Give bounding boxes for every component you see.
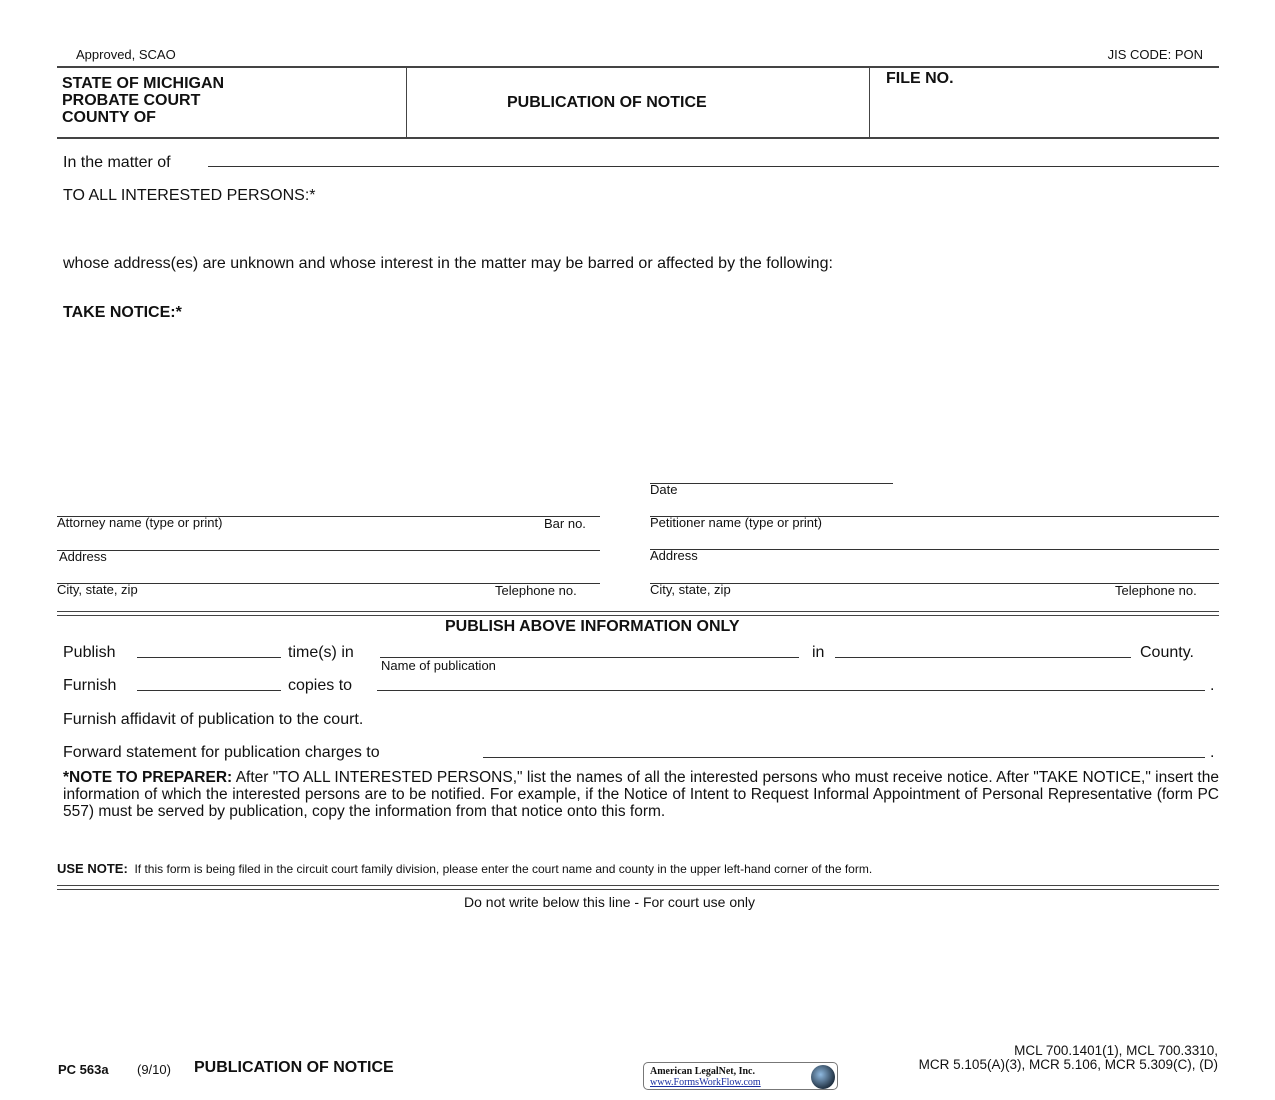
publish-times-field[interactable]	[137, 657, 281, 658]
header-bottom-rule	[57, 137, 1219, 139]
file-no-label: FILE NO.	[886, 70, 954, 87]
affidavit-text: Furnish affidavit of publication to the court.	[63, 711, 364, 728]
county-field[interactable]	[835, 657, 1131, 658]
petitioner-city-label: City, state, zip	[650, 582, 731, 597]
bar-no-label: Bar no.	[544, 516, 586, 531]
whose-text: whose address(es) are unknown and whose interest in the matter may be barred or affected by the following:	[63, 255, 833, 272]
court-name: STATE OF MICHIGAN PROBATE COURT COUNTY OF	[62, 75, 225, 126]
footer-title: PUBLICATION OF NOTICE	[194, 1059, 394, 1076]
use-note: USE NOTE: If this form is being filed in the circuit court family division, please enter the court name and county in the upper left-hand corner of the form.	[57, 861, 873, 876]
copies-to-label: copies to	[288, 677, 353, 694]
petitioner-phone-label: Telephone no.	[1115, 583, 1197, 598]
petitioner-address-field[interactable]	[650, 549, 1219, 550]
petitioner-name-label: Petitioner name (type or print)	[650, 515, 822, 530]
publish-heading: PUBLISH ABOVE INFORMATION ONLY	[445, 618, 740, 635]
attorney-city-label: City, state, zip	[57, 582, 138, 597]
petitioner-address-label: Address	[650, 548, 698, 563]
in-label: in	[812, 644, 825, 661]
county-label: County.	[1140, 644, 1194, 661]
header-top-rule	[57, 66, 1219, 68]
to-all-label: TO ALL INTERESTED PERSONS:*	[63, 187, 316, 204]
date-field[interactable]	[650, 483, 893, 484]
furnish-copies-field[interactable]	[137, 690, 281, 691]
period: .	[1210, 677, 1215, 694]
attorney-phone-label: Telephone no.	[495, 583, 577, 598]
court-use-text: Do not write below this line - For court use only	[464, 894, 756, 910]
form-revision: (9/10)	[137, 1062, 171, 1077]
globe-icon	[811, 1065, 835, 1089]
citations: MCL 700.1401(1), MCL 700.3310, MCR 5.105(A)(3), MCR 5.106, MCR 5.309(C), (D)	[918, 1043, 1218, 1072]
in-matter-field[interactable]	[208, 166, 1219, 167]
publish-label: Publish	[63, 644, 116, 661]
furnish-label: Furnish	[63, 677, 117, 694]
section-rule	[57, 611, 1219, 612]
take-notice-label: TAKE NOTICE:*	[63, 304, 182, 321]
american-legalnet-logo[interactable]: American LegalNet, Inc. www.FormsWorkFlow.com	[643, 1062, 838, 1090]
in-matter-label: In the matter of	[63, 154, 171, 171]
period: .	[1210, 744, 1215, 761]
forward-label: Forward statement for publication charges to	[63, 744, 380, 761]
section-rule	[57, 615, 1219, 616]
attorney-address-label: Address	[59, 549, 107, 564]
court-use-rule	[57, 885, 1219, 886]
form-title: PUBLICATION OF NOTICE	[507, 94, 707, 111]
forward-field[interactable]	[483, 757, 1205, 758]
approved-text: Approved, SCAO	[76, 47, 176, 62]
date-label: Date	[650, 482, 678, 497]
note-to-preparer: *NOTE TO PREPARER: After "TO ALL INTERESTED PERSONS," list the names of all the interested persons who must receive notice. After "TAKE NOTICE," insert the information of which the interested persons are to be notified. For example, if the Notice of Intent to Request Informal Appointment of Personal Representative (form PC 557) must be served by publication, copy the information from that notice onto this form.	[63, 769, 1219, 820]
jis-code: JIS CODE: PON	[1107, 47, 1203, 62]
header-divider	[869, 67, 870, 137]
header-divider	[406, 67, 407, 137]
attorney-address-field[interactable]	[57, 550, 600, 551]
copies-to-field[interactable]	[377, 690, 1205, 691]
times-in-label: time(s) in	[288, 644, 354, 661]
publication-name-label: Name of publication	[381, 658, 496, 673]
form-number: PC 563a	[58, 1062, 109, 1077]
court-use-rule	[57, 889, 1219, 890]
attorney-name-label: Attorney name (type or print)	[57, 515, 223, 530]
